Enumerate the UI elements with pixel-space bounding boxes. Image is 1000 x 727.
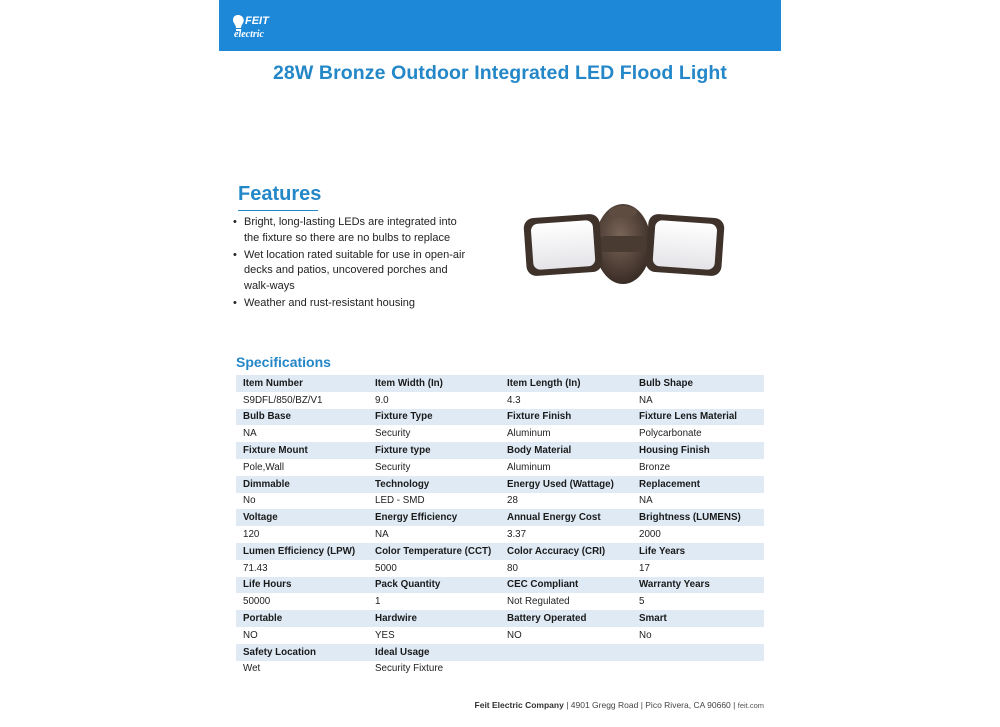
- spec-value: 71.43: [236, 560, 368, 577]
- spec-value: NO: [500, 627, 632, 644]
- spec-value-row: [236, 493, 764, 510]
- specifications-table: [236, 375, 764, 677]
- flood-light-image: [523, 198, 725, 290]
- spec-label: Voltage: [236, 509, 368, 526]
- spec-value: 80: [500, 560, 632, 577]
- spec-label: Dimmable: [236, 476, 368, 493]
- feature-item: • Bright, long-lasting LEDs are integrated into the fixture so there are no bulbs to replace: [233, 215, 473, 247]
- spec-label-row: [236, 577, 764, 594]
- spec-value: 1: [368, 593, 500, 610]
- spec-sheet: [219, 0, 781, 727]
- spec-value: 5: [632, 593, 764, 610]
- spec-value: YES: [368, 627, 500, 644]
- spec-label-row: [236, 509, 764, 526]
- spec-value: No: [632, 627, 764, 644]
- item-number-value: S9DFL/850/BZ/V1: [236, 392, 368, 409]
- spec-label: Item Width (In): [368, 375, 500, 392]
- spec-label: [500, 644, 632, 661]
- header-banner: [219, 0, 781, 51]
- spec-value: 9.0: [368, 392, 500, 409]
- feature-item: • Weather and rust-resistant housing: [233, 296, 473, 312]
- spec-value: Bronze: [632, 459, 764, 476]
- spec-label: Life Years: [632, 543, 764, 560]
- spec-value: NO: [236, 627, 368, 644]
- spec-value: [632, 661, 764, 678]
- spec-value: [500, 661, 632, 678]
- features-heading: Features: [238, 183, 322, 205]
- spec-value-row: [236, 459, 764, 476]
- spec-label-row: [236, 644, 764, 661]
- spec-value-row: [236, 425, 764, 442]
- spec-label: Pack Quantity: [368, 577, 500, 594]
- spec-label: Energy Used (Wattage): [500, 476, 632, 493]
- spec-label: Fixture type: [368, 442, 500, 459]
- spec-label: Technology: [368, 476, 500, 493]
- spec-value-row: [236, 392, 764, 409]
- spec-label: Item Number: [236, 375, 368, 392]
- features-underline: [238, 210, 318, 211]
- spec-label-row: [236, 543, 764, 560]
- spec-label-row: [236, 476, 764, 493]
- spec-label: Fixture Lens Material: [632, 409, 764, 426]
- spec-label: Ideal Usage: [368, 644, 500, 661]
- spec-label-row: [236, 409, 764, 426]
- spec-label: Body Material: [500, 442, 632, 459]
- spec-label: Replacement: [632, 476, 764, 493]
- spec-label: Color Temperature (CCT): [368, 543, 500, 560]
- page-title: 28W Bronze Outdoor Integrated LED Flood Light: [272, 62, 728, 84]
- spec-value-row: [236, 593, 764, 610]
- spec-value: NA: [236, 425, 368, 442]
- spec-label: Item Length (In): [500, 375, 632, 392]
- spec-label: Fixture Mount: [236, 442, 368, 459]
- spec-value: NA: [368, 526, 500, 543]
- spec-label: Life Hours: [236, 577, 368, 594]
- spec-label: Warranty Years: [632, 577, 764, 594]
- svg-text:electric: electric: [234, 29, 264, 40]
- spec-value: 120: [236, 526, 368, 543]
- spec-value: LED - SMD: [368, 493, 500, 510]
- spec-value: 17: [632, 560, 764, 577]
- spec-label-row: [236, 375, 764, 392]
- spec-label: Lumen Efficiency (LPW): [236, 543, 368, 560]
- spec-value: 3.37: [500, 526, 632, 543]
- footer-company: Feit Electric Company: [474, 700, 564, 710]
- spec-label: Battery Operated: [500, 610, 632, 627]
- spec-value: 5000: [368, 560, 500, 577]
- spec-value: Wet: [236, 661, 368, 678]
- spec-value: Security: [368, 459, 500, 476]
- spec-value: NA: [632, 493, 764, 510]
- features-list: [233, 215, 473, 313]
- spec-label: Portable: [236, 610, 368, 627]
- spec-value: 28: [500, 493, 632, 510]
- spec-value: Security: [368, 425, 500, 442]
- spec-value: NA: [632, 392, 764, 409]
- spec-label-row: [236, 610, 764, 627]
- spec-value-row: [236, 627, 764, 644]
- spec-value: Polycarbonate: [632, 425, 764, 442]
- spec-label: Color Accuracy (CRI): [500, 543, 632, 560]
- spec-value: No: [236, 493, 368, 510]
- spec-label: CEC Compliant: [500, 577, 632, 594]
- footer: [219, 700, 764, 710]
- spec-label-row: [236, 442, 764, 459]
- spec-value-row: [236, 526, 764, 543]
- spec-value: 50000: [236, 593, 368, 610]
- spec-value: 4.3: [500, 392, 632, 409]
- specifications-heading: Specifications: [236, 354, 331, 370]
- spec-value: Security Fixture: [368, 661, 500, 678]
- footer-address: | 4901 Gregg Road | Pico Rivera, CA 90660 |: [566, 700, 736, 710]
- spec-label: Smart: [632, 610, 764, 627]
- spec-label: Hardwire: [368, 610, 500, 627]
- feit-electric-logo: [231, 12, 301, 40]
- svg-text:FEIT: FEIT: [245, 15, 269, 27]
- spec-value-row: [236, 661, 764, 678]
- spec-value: 2000: [632, 526, 764, 543]
- footer-website: feit.com: [737, 701, 764, 710]
- spec-value-row: [236, 560, 764, 577]
- spec-label: Safety Location: [236, 644, 368, 661]
- spec-label: Fixture Finish: [500, 409, 632, 426]
- spec-label: Fixture Type: [368, 409, 500, 426]
- spec-label: Brightness (LUMENS): [632, 509, 764, 526]
- spec-label: Bulb Base: [236, 409, 368, 426]
- spec-value: Pole,Wall: [236, 459, 368, 476]
- spec-label: Housing Finish: [632, 442, 764, 459]
- spec-label: Bulb Shape: [632, 375, 764, 392]
- spec-label: [632, 644, 764, 661]
- spec-value: Not Regulated: [500, 593, 632, 610]
- spec-value: Aluminum: [500, 425, 632, 442]
- spec-label: Energy Efficiency: [368, 509, 500, 526]
- spec-value: Aluminum: [500, 459, 632, 476]
- feature-item: • Wet location rated suitable for use in open-air decks and patios, uncovered porches and walk-ways: [233, 248, 473, 295]
- spec-label: Annual Energy Cost: [500, 509, 632, 526]
